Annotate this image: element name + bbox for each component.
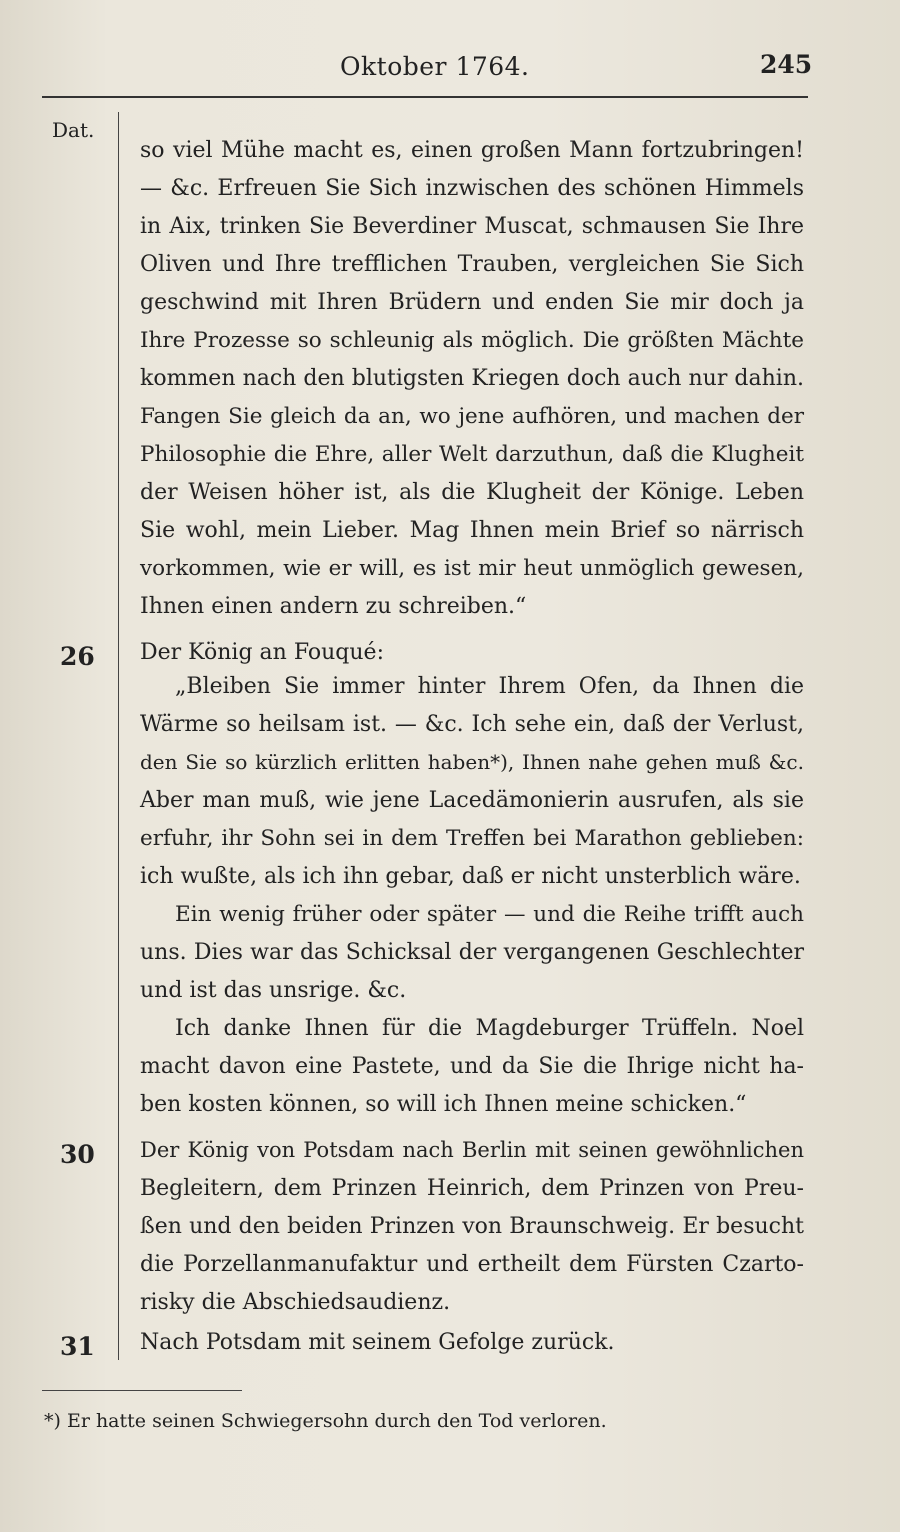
running-title: Oktober 1764.: [340, 52, 530, 81]
text-line: Ein wenig früher oder später — und die Reihe trifft auch: [175, 902, 804, 927]
text-line: in Aix, trinken Sie Beverdiner Muscat, schmausen Sie Ihre: [140, 214, 804, 239]
text-line: Der König an Fouqué:: [140, 640, 384, 665]
margin-date-30: 30: [60, 1140, 95, 1169]
text-line: vorkommen, wie er will, es ist mir heut unmöglich gewesen,: [140, 556, 804, 581]
text-line: „Bleiben Sie immer hinter Ihrem Ofen, da Ihnen die: [175, 674, 804, 699]
text-line: Fangen Sie gleich da an, wo jene aufhören, und machen der: [140, 404, 804, 429]
text-line: und ist das unsrige. &c.: [140, 978, 407, 1003]
text-line: uns. Dies war das Schicksal der vergangenen Geschlechter: [140, 940, 804, 965]
text-line: macht davon eine Pastete, und da Sie die Ihrige nicht ha-: [140, 1054, 804, 1079]
text-line: ben kosten können, so will ich Ihnen meine schicken.“: [140, 1092, 747, 1117]
text-line: ich wußte, als ich ihn gebar, daß er nicht unsterblich wäre.: [140, 864, 801, 889]
text-line: Sie wohl, mein Lieber. Mag Ihnen mein Brief so närrisch: [140, 518, 804, 543]
text-line: den Sie so kürzlich erlitten haben*), Ihnen nahe gehen muß &c.: [140, 750, 804, 774]
text-line: Oliven und Ihre trefflichen Trauben, vergleichen Sie Sich: [140, 252, 804, 277]
text-line: Ich danke Ihnen für die Magdeburger Trüffeln. Noel: [175, 1016, 804, 1041]
date-column-rule: [118, 112, 119, 1360]
page-number: 245: [760, 50, 813, 79]
text-line: ßen und den beiden Prinzen von Braunschweig. Er besucht: [140, 1214, 804, 1239]
text-line: geschwind mit Ihren Brüdern und enden Sie mir doch ja: [140, 290, 804, 315]
text-line: kommen nach den blutigsten Kriegen doch auch nur dahin.: [140, 366, 804, 391]
header-rule: [42, 96, 808, 98]
text-line: Der König von Potsdam nach Berlin mit seinen gewöhnlichen: [140, 1138, 804, 1162]
margin-date-31: 31: [60, 1332, 95, 1361]
text-line: — &c. Erfreuen Sie Sich inzwischen des schönen Himmels: [140, 176, 804, 201]
footnote: *) Er hatte seinen Schwiegersohn durch den Tod verloren.: [44, 1410, 607, 1432]
text-line: Ihre Prozesse so schleunig als möglich. Die größten Mächte: [140, 328, 804, 353]
text-line: Aber man muß, wie jene Lacedämonierin ausrufen, als sie: [140, 788, 804, 813]
page-header: [0, 50, 900, 90]
text-line: der Weisen höher ist, als die Klugheit der Könige. Leben: [140, 480, 804, 505]
date-column-label: Dat.: [52, 118, 95, 142]
text-line: Philosophie die Ehre, aller Welt darzuthun, daß die Klugheit: [140, 442, 804, 467]
text-line: Nach Potsdam mit seinem Gefolge zurück.: [140, 1330, 615, 1355]
margin-date-26: 26: [60, 642, 95, 671]
text-line: Ihnen einen andern zu schreiben.“: [140, 594, 527, 619]
text-line: so viel Mühe macht es, einen großen Mann fortzubringen!: [140, 138, 804, 163]
text-line: Wärme so heilsam ist. — &c. Ich sehe ein, daß der Verlust,: [140, 712, 804, 737]
text-line: Begleitern, dem Prinzen Heinrich, dem Prinzen von Preu-: [140, 1176, 804, 1201]
text-line: risky die Abschiedsaudienz.: [140, 1290, 451, 1315]
footnote-rule: [42, 1390, 242, 1391]
text-line: erfuhr, ihr Sohn sei in dem Treffen bei Marathon geblieben:: [140, 826, 804, 851]
text-line: die Porzellanmanufaktur und ertheilt dem Fürsten Czarto-: [140, 1252, 804, 1277]
